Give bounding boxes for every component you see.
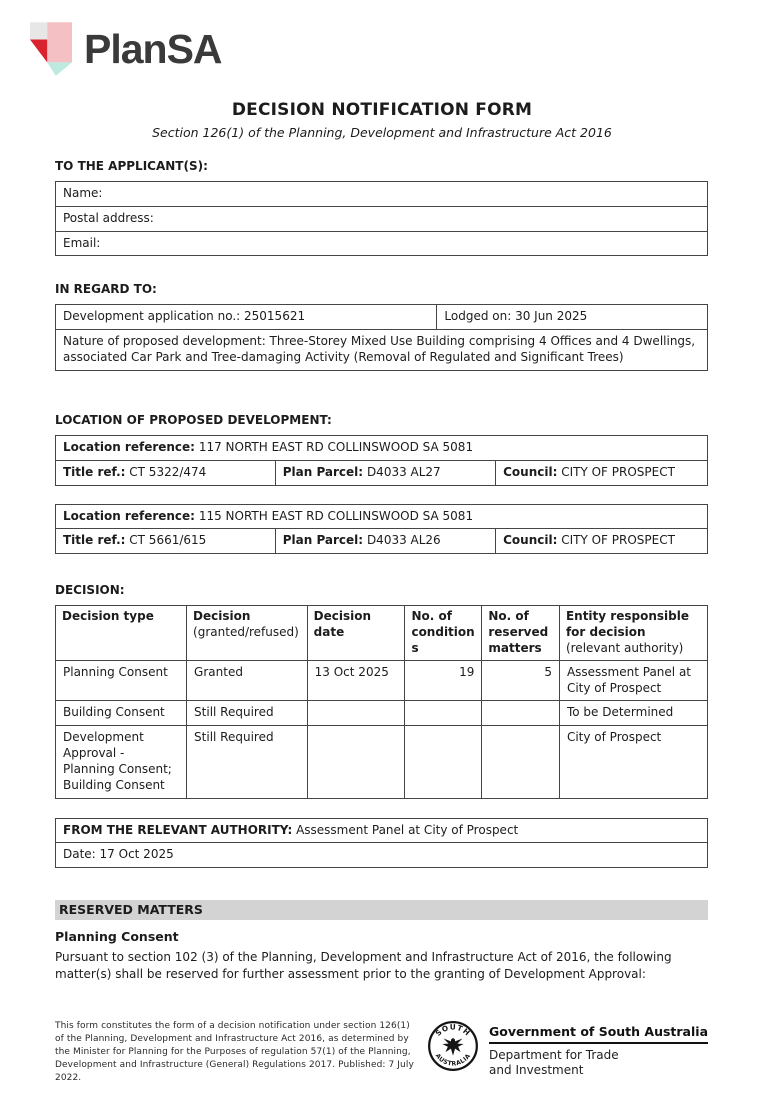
nature-of-development-cell: Nature of proposed development: Three-Storey Mixed Use Building comprising 4 Offices and 4 Dwellings, associated Car Park and Tree-damaging Activity (Removal of Regulated and Significant Trees) (56, 330, 708, 371)
column-header-conditions (405, 606, 482, 660)
conditions-count-cell (405, 701, 482, 726)
column-header-decision (187, 606, 308, 660)
table-row (56, 305, 708, 330)
plan-parcel-label: Plan Parcel: (282, 533, 364, 548)
crest-top-text: SOUTH (433, 1022, 473, 1039)
plansa-logo (30, 20, 764, 78)
title-ref-label: Title ref.: (63, 533, 126, 548)
column-header-decision-type (56, 606, 187, 660)
title-ref-label: Title ref.: (63, 464, 126, 479)
entity-cell: City of Prospect (559, 726, 707, 798)
decision-table-header-row (56, 606, 708, 660)
page-footer (55, 1020, 708, 1085)
footer-disclaimer: This form constitutes the form of a decision notification under section 126(1) of the Planning, Development and Infrastructure Act 2016, as determined by the Minister for Planning for the Purposes of regulation 57(1) of the Planning, Development and Infrastructure (General) Regulations 2017. Published: 7 July 2022. (55, 1021, 414, 1084)
column-header-decision-date (307, 606, 405, 660)
header-bold-text: No. of conditions (411, 609, 475, 655)
applicant-postal-address-cell: Postal address: (56, 206, 708, 231)
location-reference-label: Location reference: (63, 508, 195, 523)
plan-parcel-value: D4033 AL26 (366, 533, 441, 548)
council-cell (496, 529, 708, 554)
relevant-authority-cell (56, 818, 708, 843)
crest-bottom-text: AUSTRALIA (433, 1052, 473, 1069)
department-line-1: Department for Trade (489, 1048, 619, 1063)
table-row (56, 701, 708, 726)
reserved-count-cell (482, 726, 560, 798)
plan-parcel-cell (275, 460, 495, 485)
council-cell (496, 460, 708, 485)
relevant-authority-value: Assessment Panel at City of Prospect (296, 822, 519, 837)
table-row (56, 182, 708, 207)
page-subtitle: Section 126(1) of the Planning, Development and Infrastructure Act 2016 (152, 125, 612, 140)
reserved-count-cell (482, 701, 560, 726)
decision-result-cell: Still Required (187, 701, 308, 726)
location-reference-cell (56, 504, 708, 529)
entity-cell: Assessment Panel at City of Prospect (559, 660, 707, 701)
applicant-name-cell: Name: (56, 182, 708, 207)
table-row (56, 818, 708, 843)
plan-parcel-value: D4033 AL27 (366, 464, 441, 479)
form-body (55, 159, 708, 1085)
decision-date-cell: 13 Oct 2025 (307, 660, 405, 701)
table-row (56, 330, 708, 371)
conditions-count-cell: 19 (405, 660, 482, 701)
location-section-heading: LOCATION OF PROPOSED DEVELOPMENT: (55, 412, 332, 427)
page-title: DECISION NOTIFICATION FORM (231, 100, 533, 120)
location-table (55, 435, 708, 486)
application-number-cell: Development application no.: 25015621 (56, 305, 437, 330)
header-normal-text: (relevant authority) (565, 640, 684, 655)
council-label: Council: (503, 533, 558, 548)
header-bold-text: No. of reserved matters (488, 609, 549, 655)
plan-parcel-label: Plan Parcel: (282, 464, 364, 479)
council-value: CITY OF PROSPECT (561, 464, 675, 479)
plansa-logo-text: PlanSA (84, 25, 222, 72)
entity-cell: To be Determined (559, 701, 707, 726)
council-label: Council: (503, 464, 558, 479)
sa-crest-icon (427, 1020, 479, 1072)
applicant-section-heading: TO THE APPLICANT(S): (55, 159, 208, 173)
council-value: CITY OF PROSPECT (561, 533, 675, 548)
relevant-authority-table (55, 818, 708, 869)
department-line-2: and Investment (489, 1062, 584, 1077)
decision-result-cell: Granted (187, 660, 308, 701)
reserved-matters-heading: RESERVED MATTERS (55, 900, 708, 920)
table-row (56, 231, 708, 256)
plan-parcel-cell (275, 529, 495, 554)
relevant-authority-label: FROM THE RELEVANT AUTHORITY: (63, 822, 293, 837)
column-header-entity (559, 606, 707, 660)
lodged-date-cell: Lodged on: 30 Jun 2025 (437, 305, 708, 330)
location-reference-cell (56, 435, 708, 460)
table-row (56, 435, 708, 460)
authority-date-cell: Date: 17 Oct 2025 (56, 843, 708, 868)
government-logo (427, 1020, 708, 1077)
location-table (55, 504, 708, 555)
reserved-count-cell: 5 (482, 660, 560, 701)
government-logo-text (489, 1020, 708, 1077)
location-reference-value: 115 NORTH EAST RD COLLINSWOOD SA 5081 (198, 508, 474, 523)
title-ref-value: CT 5322/474 (129, 464, 207, 479)
header-normal-text: (granted/refused) (193, 625, 299, 640)
decision-section-heading: DECISION: (55, 583, 125, 598)
applicant-table (55, 181, 708, 256)
decision-type-cell: Development Approval - Planning Consent; Building Consent (56, 726, 187, 798)
header-bold-text: Decision type (62, 609, 154, 624)
location-reference-label: Location reference: (63, 439, 195, 454)
reserved-matters-text: Pursuant to section 102 (3) of the Planning, Development and Infrastructure Act of 2016, the following matter(s) shall be reserved for further assessment prior to the granting of Development Approval: (55, 949, 672, 981)
conditions-count-cell (405, 726, 482, 798)
reserved-matters-subheading: Planning Consent (55, 928, 179, 944)
header-bold-text: Decision (193, 609, 251, 624)
application-details-table (55, 304, 708, 370)
header-bold-text: Decision date (313, 609, 372, 640)
government-title: Government of South Australia (489, 1024, 708, 1044)
table-row (56, 726, 708, 798)
page-header (0, 20, 764, 78)
title-ref-cell (56, 529, 276, 554)
decision-type-cell: Building Consent (56, 701, 187, 726)
table-row (56, 843, 708, 868)
column-header-reserved-matters (482, 606, 560, 660)
table-row (56, 660, 708, 701)
decision-date-cell (307, 726, 405, 798)
decision-date-cell (307, 701, 405, 726)
title-ref-cell (56, 460, 276, 485)
table-row (56, 529, 708, 554)
decision-type-cell: Planning Consent (56, 660, 187, 701)
applicant-email-cell: Email: (56, 231, 708, 256)
header-bold-text: Entity responsible for decision (565, 609, 689, 640)
department-name (489, 1048, 708, 1077)
table-row (56, 504, 708, 529)
plansa-logo-icon (30, 22, 72, 76)
decision-table (55, 605, 708, 798)
regard-section-heading: IN REGARD TO: (55, 282, 157, 297)
table-row (56, 460, 708, 485)
table-row (56, 206, 708, 231)
title-ref-value: CT 5661/615 (129, 533, 207, 548)
location-reference-value: 117 NORTH EAST RD COLLINSWOOD SA 5081 (198, 439, 474, 454)
decision-result-cell: Still Required (187, 726, 308, 798)
